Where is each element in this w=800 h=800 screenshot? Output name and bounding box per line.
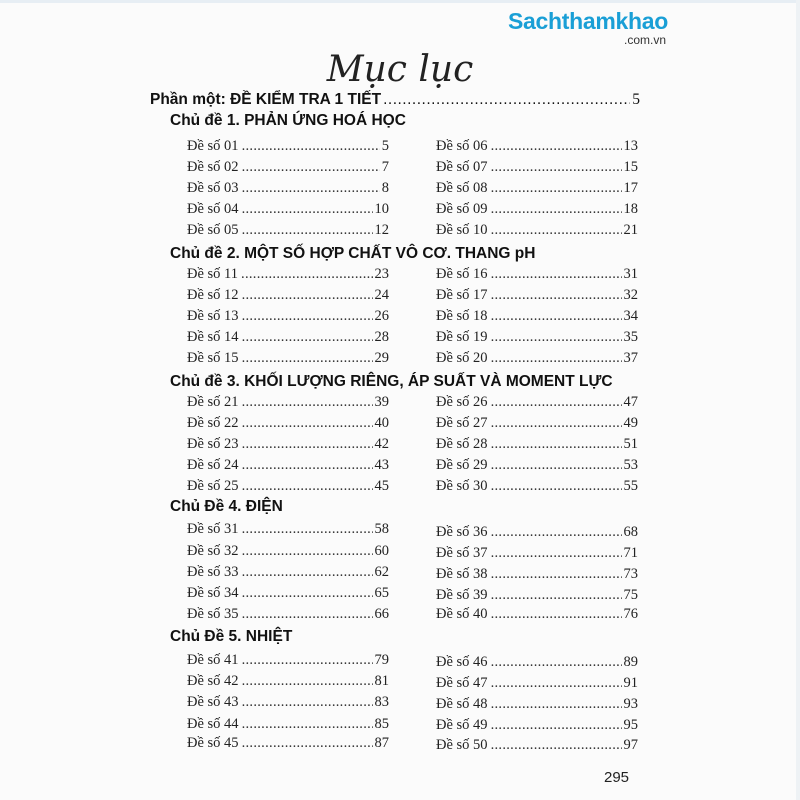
dot-leader bbox=[242, 583, 373, 603]
dot-leader bbox=[491, 434, 622, 454]
watermark-sub: .com.vn bbox=[623, 33, 666, 47]
toc-entry[interactable] bbox=[187, 136, 389, 156]
entry-label: Đề số 23 bbox=[187, 436, 239, 452]
toc-entry[interactable] bbox=[436, 652, 638, 672]
entry-label: Đề số 38 bbox=[436, 566, 488, 582]
toc-entry[interactable] bbox=[436, 434, 638, 454]
entry-label: Đề số 49 bbox=[436, 717, 488, 733]
entry-page: 95 bbox=[623, 717, 638, 733]
entry-label: Đề số 41 bbox=[187, 652, 239, 668]
entry-label: Đề số 19 bbox=[436, 329, 488, 345]
toc-entry[interactable] bbox=[436, 348, 638, 368]
entry-page: 89 bbox=[623, 654, 638, 670]
entry-page: 12 bbox=[374, 222, 389, 238]
entry-label: Đề số 31 bbox=[187, 521, 239, 537]
toc-entry[interactable] bbox=[187, 714, 389, 734]
entry-label: Đề số 22 bbox=[187, 415, 239, 431]
dot-leader bbox=[491, 264, 622, 284]
toc-entry[interactable] bbox=[436, 285, 638, 305]
dot-leader bbox=[491, 585, 622, 605]
entry-label: Đề số 24 bbox=[187, 457, 239, 473]
entry-label: Đề số 26 bbox=[436, 394, 488, 410]
dot-leader bbox=[491, 136, 622, 156]
scan-top-edge bbox=[0, 0, 800, 3]
dot-leader bbox=[491, 178, 622, 198]
toc-entry[interactable] bbox=[436, 413, 638, 433]
toc-entry[interactable] bbox=[187, 348, 389, 368]
dot-leader bbox=[491, 715, 622, 735]
toc-entry[interactable] bbox=[187, 650, 389, 670]
toc-entry[interactable] bbox=[187, 733, 389, 753]
dot-leader bbox=[242, 733, 373, 753]
entry-label: Đề số 28 bbox=[436, 436, 488, 452]
entry-page: 47 bbox=[623, 394, 638, 410]
entry-label: Đề số 06 bbox=[436, 138, 488, 154]
dot-leader bbox=[491, 413, 622, 433]
toc-entry[interactable] bbox=[187, 476, 389, 496]
entry-label: Đề số 27 bbox=[436, 415, 488, 431]
dot-leader bbox=[242, 348, 373, 368]
entry-label: Đề số 40 bbox=[436, 606, 488, 622]
entry-label: Đề số 35 bbox=[187, 606, 239, 622]
entry-label: Đề số 13 bbox=[187, 308, 239, 324]
toc-entry[interactable] bbox=[436, 455, 638, 475]
dot-leader bbox=[242, 306, 373, 326]
entry-page: 79 bbox=[374, 652, 389, 668]
toc-entry[interactable] bbox=[436, 178, 638, 198]
entry-label: Đề số 33 bbox=[187, 564, 239, 580]
toc-entry[interactable] bbox=[436, 306, 638, 326]
entry-label: Đề số 05 bbox=[187, 222, 239, 238]
entry-page: 55 bbox=[623, 478, 638, 494]
entry-page: 45 bbox=[374, 478, 389, 494]
entry-label: Đề số 34 bbox=[187, 585, 239, 601]
entry-page: 7 bbox=[381, 159, 389, 175]
entry-page: 18 bbox=[623, 201, 638, 217]
entry-page: 5 bbox=[381, 138, 389, 154]
dot-leader bbox=[242, 519, 373, 539]
dot-leader bbox=[242, 413, 373, 433]
dot-leader bbox=[242, 562, 373, 582]
entry-label: Đề số 21 bbox=[187, 394, 239, 410]
entry-page: 10 bbox=[374, 201, 389, 217]
dot-leader bbox=[491, 543, 622, 563]
toc-entry[interactable] bbox=[187, 306, 389, 326]
dot-leader bbox=[242, 178, 380, 198]
toc-entry[interactable] bbox=[187, 583, 389, 603]
entry-page: 40 bbox=[374, 415, 389, 431]
dot-leader bbox=[242, 650, 373, 670]
entry-page: 60 bbox=[374, 543, 389, 559]
entry-page: 93 bbox=[623, 696, 638, 712]
entry-label: Đề số 50 bbox=[436, 737, 488, 753]
entry-label: Đề số 37 bbox=[436, 545, 488, 561]
entry-page: 85 bbox=[374, 716, 389, 732]
dot-leader bbox=[491, 285, 622, 305]
entry-page: 28 bbox=[374, 329, 389, 345]
dot-leader bbox=[242, 285, 373, 305]
entry-page: 31 bbox=[623, 266, 638, 282]
watermark-logo bbox=[508, 8, 668, 46]
dot-leader bbox=[242, 455, 373, 475]
entry-label: Đề số 03 bbox=[187, 180, 239, 196]
entry-label: Đề số 14 bbox=[187, 329, 239, 345]
dot-leader bbox=[491, 348, 622, 368]
toc-entry[interactable] bbox=[187, 519, 389, 539]
entry-label: Đề số 20 bbox=[436, 350, 488, 366]
dot-leader bbox=[242, 327, 373, 347]
toc-entry[interactable] bbox=[436, 220, 638, 240]
entry-label: Đề số 32 bbox=[187, 543, 239, 559]
entry-page: 42 bbox=[374, 436, 389, 452]
dot-leader bbox=[491, 455, 622, 475]
entry-label: Đề số 01 bbox=[187, 138, 239, 154]
toc-entry[interactable] bbox=[187, 413, 389, 433]
toc-entry[interactable] bbox=[436, 522, 638, 542]
page-title: Mục lục bbox=[326, 49, 474, 90]
dot-leader bbox=[242, 220, 373, 240]
entry-label: Đề số 08 bbox=[436, 180, 488, 196]
section-heading: Chủ Đề 5. NHIỆT bbox=[170, 628, 293, 645]
entry-label: Đề số 16 bbox=[436, 266, 488, 282]
dot-leader bbox=[491, 522, 622, 542]
entry-label: Đề số 48 bbox=[436, 696, 488, 712]
toc-entry[interactable] bbox=[187, 671, 389, 691]
entry-label: Đề số 45 bbox=[187, 735, 239, 751]
entry-label: Đề số 29 bbox=[436, 457, 488, 473]
toc-entry[interactable] bbox=[436, 694, 638, 714]
toc-entry[interactable] bbox=[187, 157, 389, 177]
dot-leader bbox=[242, 714, 373, 734]
watermark-main: Sachthamkhao bbox=[507, 8, 668, 34]
entry-page: 65 bbox=[374, 585, 389, 601]
entry-page: 83 bbox=[374, 694, 389, 710]
entry-page: 66 bbox=[374, 606, 389, 622]
entry-label: Đề số 04 bbox=[187, 201, 239, 217]
entry-label: Đề số 44 bbox=[187, 716, 239, 732]
entry-page: 39 bbox=[374, 394, 389, 410]
entry-page: 62 bbox=[374, 564, 389, 580]
toc-entry[interactable] bbox=[187, 434, 389, 454]
toc-entry[interactable] bbox=[187, 327, 389, 347]
toc-entry[interactable] bbox=[436, 543, 638, 563]
dot-leader bbox=[491, 220, 622, 240]
toc-entry[interactable] bbox=[436, 476, 638, 496]
entry-label: Đề số 39 bbox=[436, 587, 488, 603]
toc-entry[interactable] bbox=[187, 604, 389, 624]
toc-entry[interactable] bbox=[436, 564, 638, 584]
toc-entry[interactable] bbox=[187, 264, 389, 284]
entry-label: Đề số 02 bbox=[187, 159, 239, 175]
dot-leader bbox=[491, 652, 622, 672]
part-page: 5 bbox=[632, 91, 640, 108]
entry-page: 49 bbox=[623, 415, 638, 431]
dot-leader bbox=[491, 306, 622, 326]
toc-entry[interactable] bbox=[187, 178, 389, 198]
entry-label: Đề số 17 bbox=[436, 287, 488, 303]
entry-page: 37 bbox=[623, 350, 638, 366]
page-number: 295 bbox=[604, 769, 630, 786]
entry-page: 23 bbox=[374, 266, 389, 282]
toc-entry[interactable] bbox=[436, 157, 638, 177]
entry-page: 35 bbox=[623, 329, 638, 345]
dot-leader bbox=[491, 199, 622, 219]
entry-page: 87 bbox=[374, 735, 389, 751]
dot-leader bbox=[242, 541, 373, 561]
entry-page: 13 bbox=[623, 138, 638, 154]
toc-entry[interactable] bbox=[436, 604, 638, 624]
dot-leader bbox=[242, 476, 373, 496]
dot-leader bbox=[241, 264, 372, 284]
toc-entry[interactable] bbox=[436, 585, 638, 605]
entry-page: 51 bbox=[623, 436, 638, 452]
toc-entry[interactable] bbox=[187, 455, 389, 475]
entry-page: 17 bbox=[623, 180, 638, 196]
toc-entry[interactable] bbox=[187, 285, 389, 305]
entry-page: 53 bbox=[623, 457, 638, 473]
scan-right-edge bbox=[796, 0, 800, 800]
part-label: Phần một: ĐỀ KIỂM TRA 1 TIẾT bbox=[150, 91, 382, 108]
entry-page: 75 bbox=[623, 587, 638, 603]
entry-page: 71 bbox=[623, 545, 638, 561]
toc-entry[interactable] bbox=[187, 392, 389, 412]
entry-label: Đề số 11 bbox=[187, 266, 239, 282]
entry-page: 58 bbox=[374, 521, 389, 537]
entry-page: 97 bbox=[623, 737, 638, 753]
toc-entry[interactable] bbox=[187, 692, 389, 712]
entry-label: Đề số 42 bbox=[187, 673, 239, 689]
entry-page: 15 bbox=[623, 159, 638, 175]
entry-page: 29 bbox=[374, 350, 389, 366]
toc-entry[interactable] bbox=[187, 220, 389, 240]
dot-leader bbox=[491, 604, 622, 624]
section-heading: Chủ đề 3. KHỐI LƯỢNG RIÊNG, ÁP SUẤT VÀ MOMENT LỰC bbox=[170, 373, 613, 390]
dot-leader bbox=[242, 434, 373, 454]
toc-entry[interactable] bbox=[187, 541, 389, 561]
dot-leader bbox=[242, 136, 380, 156]
toc-entry[interactable] bbox=[436, 199, 638, 219]
section-heading: Chủ đề 1. PHẢN ỨNG HOÁ HỌC bbox=[170, 112, 406, 129]
dot-leader bbox=[242, 671, 373, 691]
entry-label: Đề số 15 bbox=[187, 350, 239, 366]
dot-leader bbox=[242, 604, 373, 624]
entry-label: Đề số 07 bbox=[436, 159, 488, 175]
dot-leader bbox=[242, 392, 373, 412]
toc-entry[interactable] bbox=[436, 327, 638, 347]
dot-leader bbox=[383, 91, 630, 109]
toc-entry[interactable] bbox=[436, 136, 638, 156]
entry-label: Đề số 25 bbox=[187, 478, 239, 494]
toc-entry[interactable] bbox=[436, 392, 638, 412]
section-heading: Chủ Đề 4. ĐIỆN bbox=[170, 498, 283, 515]
toc-entry[interactable] bbox=[187, 562, 389, 582]
dot-leader bbox=[491, 476, 622, 496]
entry-page: 43 bbox=[374, 457, 389, 473]
toc-entry[interactable] bbox=[436, 264, 638, 284]
entry-label: Đề số 36 bbox=[436, 524, 488, 540]
toc-entry[interactable] bbox=[436, 715, 638, 735]
dot-leader bbox=[491, 392, 622, 412]
section-heading: Chủ đề 2. MỘT SỐ HỢP CHẤT VÔ CƠ. THANG pH bbox=[170, 245, 536, 262]
entry-page: 34 bbox=[623, 308, 638, 324]
entry-page: 32 bbox=[623, 287, 638, 303]
dot-leader bbox=[491, 157, 622, 177]
entry-page: 76 bbox=[623, 606, 638, 622]
dot-leader bbox=[491, 564, 622, 584]
entry-page: 26 bbox=[374, 308, 389, 324]
toc-entry[interactable] bbox=[436, 673, 638, 693]
toc-entry[interactable] bbox=[187, 199, 389, 219]
dot-leader bbox=[242, 157, 380, 177]
dot-leader bbox=[491, 673, 622, 693]
entry-page: 68 bbox=[623, 524, 638, 540]
entry-page: 24 bbox=[374, 287, 389, 303]
entry-label: Đề số 46 bbox=[436, 654, 488, 670]
entry-label: Đề số 30 bbox=[436, 478, 488, 494]
entry-label: Đề số 43 bbox=[187, 694, 239, 710]
dot-leader bbox=[242, 692, 373, 712]
entry-label: Đề số 47 bbox=[436, 675, 488, 691]
entry-label: Đề số 10 bbox=[436, 222, 488, 238]
dot-leader bbox=[491, 694, 622, 714]
entry-label: Đề số 18 bbox=[436, 308, 488, 324]
entry-label: Đề số 09 bbox=[436, 201, 488, 217]
dot-leader bbox=[242, 199, 373, 219]
part-entry[interactable] bbox=[150, 91, 640, 113]
dot-leader bbox=[491, 327, 622, 347]
entry-page: 8 bbox=[381, 180, 389, 196]
entry-label: Đề số 12 bbox=[187, 287, 239, 303]
dot-leader bbox=[491, 735, 622, 755]
entry-page: 91 bbox=[623, 675, 638, 691]
toc-entry[interactable] bbox=[436, 735, 638, 755]
entry-page: 73 bbox=[623, 566, 638, 582]
entry-page: 21 bbox=[623, 222, 638, 238]
entry-page: 81 bbox=[374, 673, 389, 689]
